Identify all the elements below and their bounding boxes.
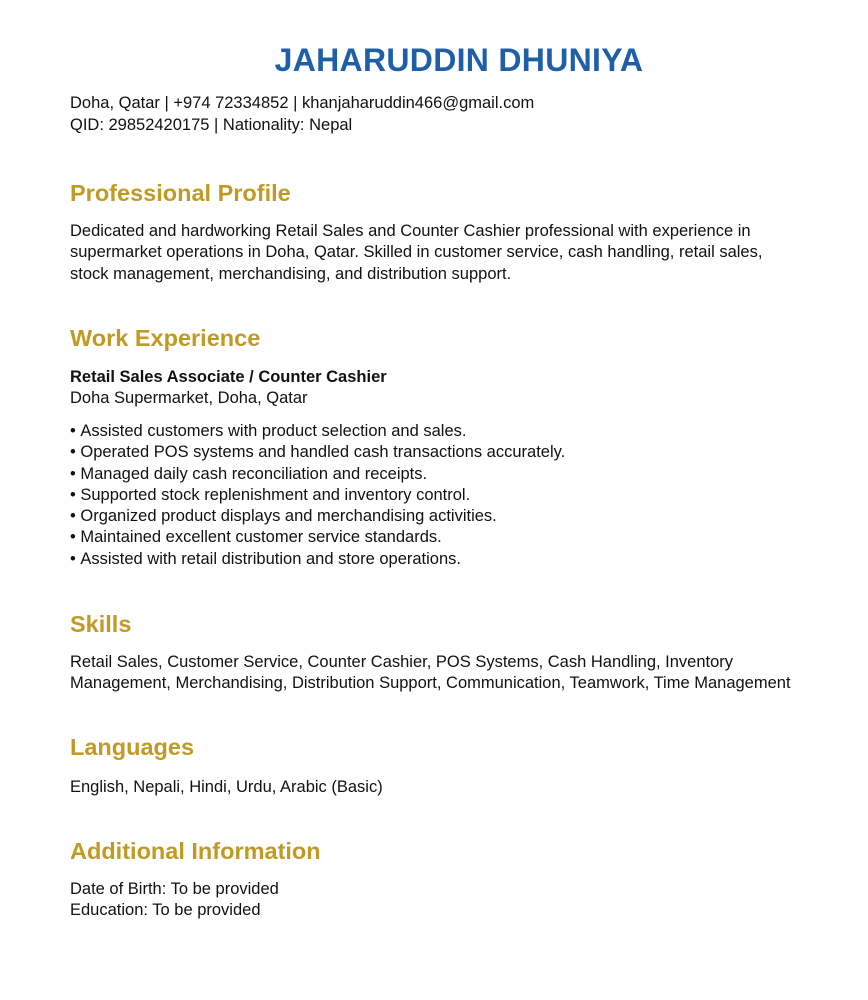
profile-line: Dedicated and hardworking Retail Sales and Counter Cashier professional with experience in — [70, 222, 751, 240]
list-item: • Assisted customers with product selection and sales. — [70, 421, 565, 442]
contact-line: Doha, Qatar | +974 72334852 | khanjaharuddin466@gmail.com — [70, 94, 535, 112]
profile-line: stock management, merchandising, and distribution support. — [70, 264, 512, 283]
skills-text — [70, 652, 791, 695]
education-line: Education: To be provided — [70, 901, 261, 920]
skills-line: Management, Merchandising, Distribution Support, Communication, Teamwork, Time Management — [70, 674, 791, 693]
dob-line: Date of Birth: To be provided — [70, 880, 279, 898]
job-title: Retail Sales Associate / Counter Cashier — [70, 368, 387, 386]
job-company: Doha Supermarket, Doha, Qatar — [70, 389, 308, 407]
profile-heading: Professional Profile — [70, 180, 291, 206]
list-item: • Operated POS systems and handled cash transactions accurately. — [70, 442, 565, 463]
list-item: • Supported stock replenishment and inventory control. — [70, 485, 565, 506]
profile-text — [70, 221, 762, 285]
additional-heading: Additional Information — [70, 838, 321, 864]
experience-bullet-list — [70, 421, 565, 570]
list-item: • Managed daily cash reconciliation and receipts. — [70, 464, 565, 485]
candidate-name: JAHARUDDIN DHUNIYA — [274, 42, 644, 78]
list-item: • Assisted with retail distribution and store operations. — [70, 549, 565, 570]
experience-heading: Work Experience — [70, 325, 261, 351]
skills-line: Retail Sales, Customer Service, Counter Cashier, POS Systems, Cash Handling, Inventory — [70, 653, 734, 671]
additional-text — [70, 879, 279, 922]
profile-line: supermarket operations in Doha, Qatar. Skilled in customer service, cash handling, retail sales, — [70, 243, 763, 262]
languages-text: English, Nepali, Hindi, Urdu, Arabic (Basic) — [70, 778, 383, 796]
list-item: • Organized product displays and merchandising activities. — [70, 506, 565, 527]
list-item: • Maintained excellent customer service standards. — [70, 527, 565, 548]
languages-heading: Languages — [70, 734, 195, 760]
contact-block — [70, 93, 534, 136]
skills-heading: Skills — [70, 611, 132, 637]
id-nationality-line: QID: 29852420175 | Nationality: Nepal — [70, 115, 353, 134]
